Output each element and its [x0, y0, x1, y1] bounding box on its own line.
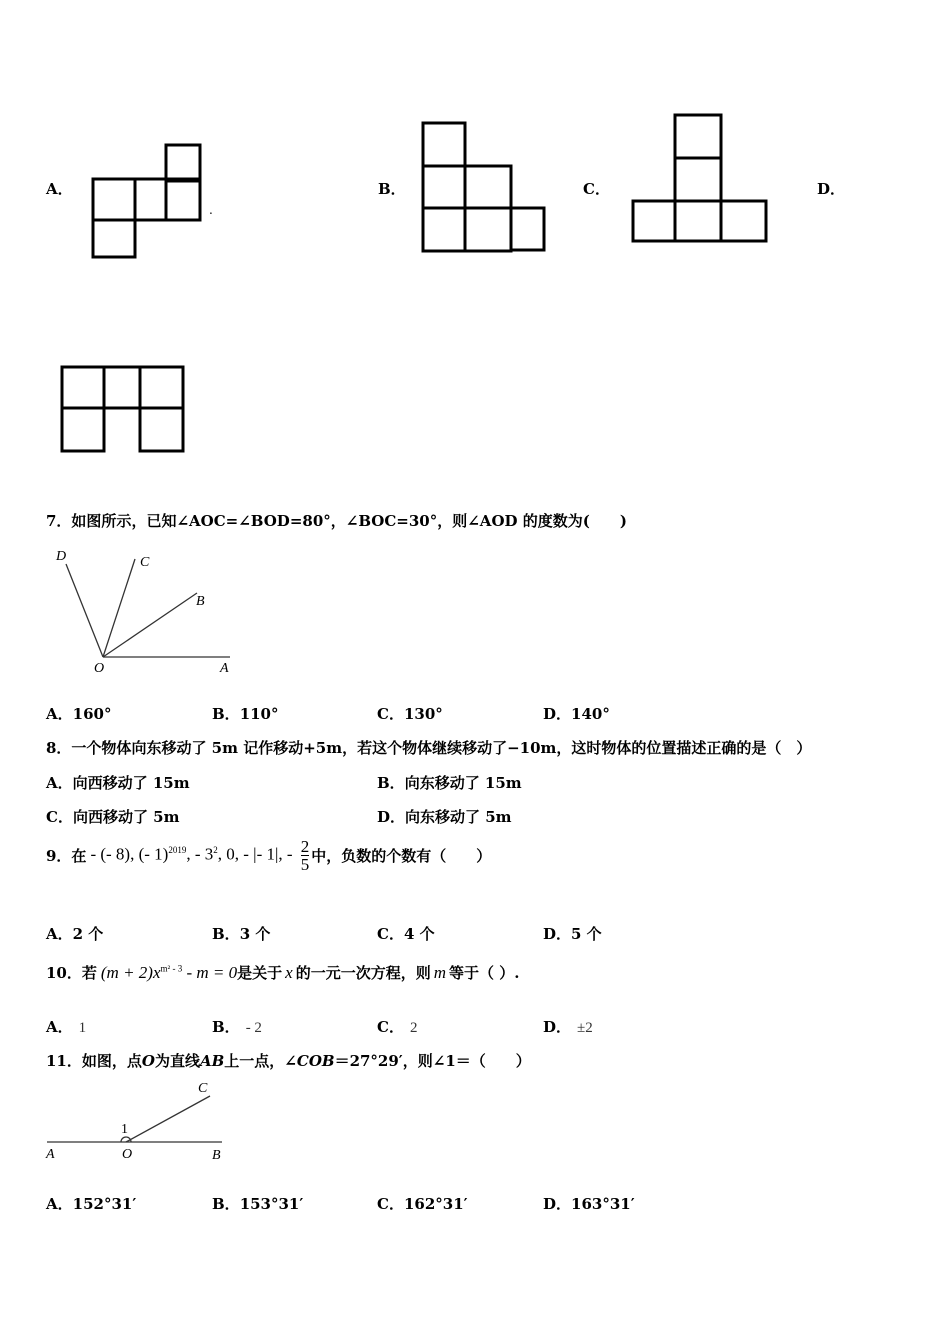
q9-option-b[interactable]: B．3 个: [212, 925, 271, 943]
q10-expression: $(m + 2)x^{m^2 - 3} - m = 0$: [100, 963, 238, 982]
q7-option-a[interactable]: A．160°: [46, 705, 112, 723]
q9-option-c[interactable]: C．4 个: [377, 925, 435, 943]
q11-option-a[interactable]: A．152°31′: [46, 1195, 137, 1213]
q11-figure: [42, 1076, 232, 1166]
q7-text: 7．如图所示，已知∠AOC=∠BOD=80°，∠BOC=30°，则∠AOD 的度数为( ): [46, 512, 627, 530]
q11-option-b[interactable]: B．153°31′: [212, 1195, 304, 1213]
q10-option-d[interactable]: D． ±2: [543, 1018, 593, 1036]
q6-option-a-label: A．: [46, 180, 73, 198]
q8-option-a[interactable]: A．向西移动了 15m: [46, 774, 190, 792]
q8-option-b[interactable]: B．向东移动了 15m: [377, 774, 522, 792]
q9-expression: - (- 8), (- 1)$^{2019}$, - $3^2$, 0, - |- 1|, - $\frac{2}{5}$: [90, 837, 310, 874]
q7-option-d[interactable]: D．140°: [543, 705, 610, 723]
q6-figure-b: [418, 118, 550, 258]
q10-text: 10．若 $(m + 2)x^{m^2 - 3} - m = 0$ 是关于 x 的一元一次方程，则 m 等于（ ）.: [46, 963, 520, 982]
q11-label-c: C: [198, 1081, 208, 1096]
q6-option-c-label: C．: [583, 180, 610, 198]
q7-option-c[interactable]: C．130°: [377, 705, 443, 723]
q8-option-d[interactable]: D．向东移动了 5m: [377, 808, 512, 826]
q11-label-one: 1: [121, 1122, 128, 1137]
q11-label-o: O: [122, 1147, 133, 1162]
q8-option-c[interactable]: C．向西移动了 5m: [46, 808, 180, 826]
q11-label-a: A: [46, 1147, 55, 1162]
q7-label-d: D: [56, 549, 67, 564]
q10-option-a[interactable]: A． 1: [46, 1018, 87, 1036]
q8-text: 8．一个物体向东移动了 5m 记作移动+5m，若这个物体继续移动了−10m，这时物体的位置描述正确的是（ ）: [46, 739, 812, 757]
q10-option-b[interactable]: B． - 2: [212, 1018, 262, 1036]
q10-option-c[interactable]: C． 2: [377, 1018, 418, 1036]
q6-option-b-label: B．: [378, 180, 406, 198]
q6-figure-d: [57, 362, 192, 458]
q11-text: 11．如图，点O为直线AB上一点，∠COB＝27°29′，则∠1＝（ ）: [46, 1052, 531, 1070]
q9-text: 9．在 - (- 8), (- 1)$^{2019}$, - $3^2$, 0, - |- 1|, - $\frac{2}{5}$ 中，负数的个数有（ ）: [46, 837, 492, 874]
q7-label-a: A: [220, 661, 229, 676]
q6-option-d-label: D．: [817, 180, 846, 198]
q7-option-b[interactable]: B．110°: [212, 705, 279, 723]
q11-label-b: B: [212, 1148, 221, 1163]
q7-label-b: B: [196, 594, 205, 609]
q11-option-d[interactable]: D．163°31′: [543, 1195, 635, 1213]
q7-label-o: O: [94, 661, 105, 676]
q6-a-trailing-dot: .: [209, 203, 213, 217]
q7-label-c: C: [140, 555, 150, 570]
q6-figure-a: [88, 140, 218, 262]
q6-figure-c: [628, 110, 773, 246]
q7-figure: [45, 544, 245, 678]
q11-option-c[interactable]: C．162°31′: [377, 1195, 468, 1213]
q9-option-a[interactable]: A．2 个: [46, 925, 104, 943]
q9-option-d[interactable]: D．5 个: [543, 925, 602, 943]
